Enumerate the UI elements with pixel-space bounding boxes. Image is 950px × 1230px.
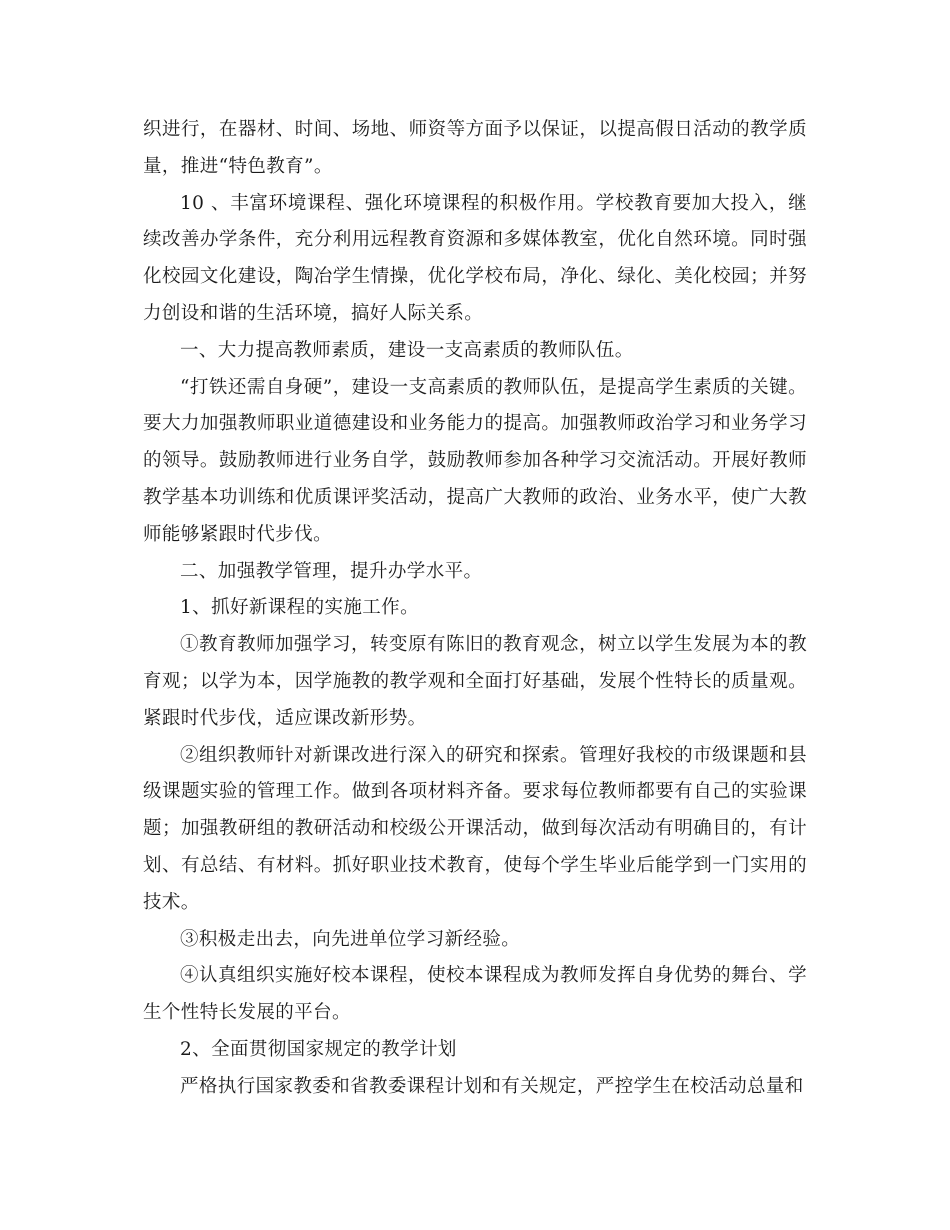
section-heading-2: 二、加强教学管理，提升办学水平。 [180,560,483,582]
list-item-4: ④认真组织实施好校本课程，使校本课程成为教师发挥自身优势的舞台、学生个性特长发展的平台。 [143,965,807,1024]
paragraph-4: 严格执行国家教委和省教委课程计划和有关规定，严控学生在校活动总量和 [180,1075,804,1097]
section-heading-1: 一、大力提高教师素质，建设一支高素质的教师队伍。 [180,339,634,361]
list-item-1: ①教育教师加强学习，转变原有陈旧的教育观念，树立以学生发展为本的教育观；以学为本，因学施教的教学观和全面打好基础，发展个性特长的质量观。紧跟时代步伐，适应课改新形势。 [143,634,807,729]
paragraph-2: 10 、丰富环境课程、强化环境课程的积极作用。学校教育要加大投入，继续改善办学条件，充分利用远程教育资源和多媒体教室，优化自然环境。同时强化校园文化建设，陶冶学生情操，优化学校布局，净化、绿化、美化校园；并努力创设和谐的生活环境，搞好人际关系。 [143,192,807,324]
document-body [143,112,807,1106]
list-item-2: ②组织教师针对新课改进行深入的研究和探索。管理好我校的市级课题和县级课题实验的管理工作。做到各项材料齐备。要求每位教师都要有自己的实验课题；加强教研组的教研活动和校级公开课活动，做到每次活动有明确目的，有计划、有总结、有材料。抓好职业技术教育，使每个学生毕业后能学到一门实用的技术。 [143,744,807,913]
subsection-heading-1: 1、抓好新课程的实施工作。 [180,597,419,619]
paragraph-3: “打铁还需自身硬”，建设一支高素质的教师队伍，是提高学生素质的关键。要大力加强教师职业道德建设和业务能力的提高。加强教师政治学习和业务学习的领导。鼓励教师进行业务自学，鼓励教师参加各种学习交流活动。开展好教师教学基本功训练和优质课评奖活动，提高广大教师的政治、业务水平，使广大教师能够紧跟时代步伐。 [143,376,807,545]
subsection-heading-2: 2、全面贯彻国家规定的教学计划 [180,1038,457,1060]
list-item-3: ③积极走出去，向先进单位学习新经验。 [180,928,521,950]
paragraph-1: 织进行，在器材、时间、场地、师资等方面予以保证，以提高假日活动的教学质量，推进“特色教育”。 [143,119,807,177]
